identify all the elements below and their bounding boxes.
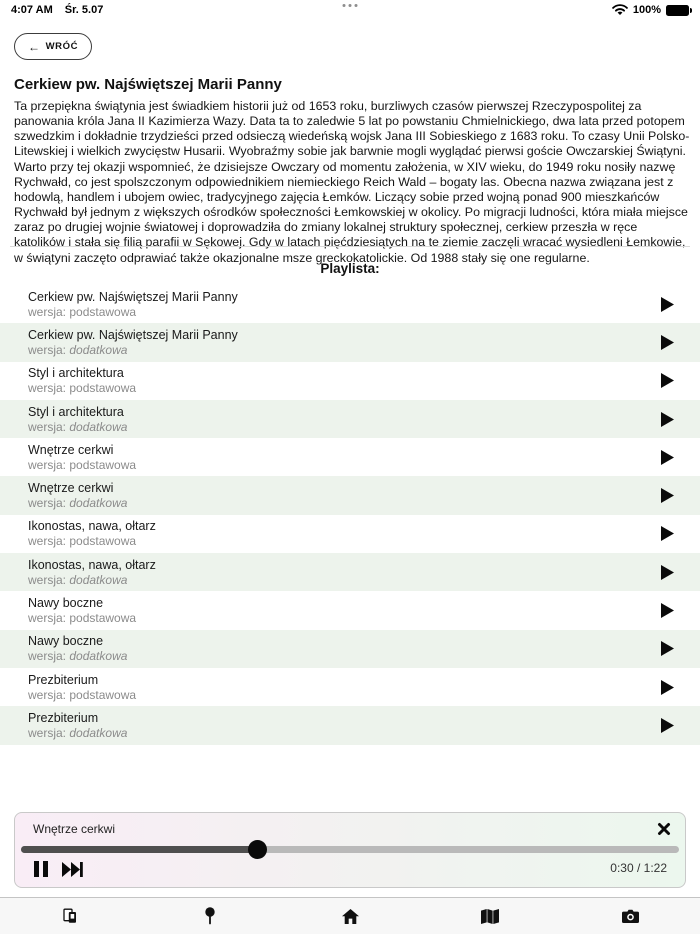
track-version-label: wersja:: [28, 572, 67, 587]
play-icon: [661, 297, 674, 312]
divider: [10, 246, 690, 247]
track-version-value: dodatkowa: [69, 725, 128, 740]
back-button-label: WRÓĆ: [45, 41, 79, 52]
audioguide-tab[interactable]: [0, 898, 140, 934]
track-version-label: wersja:: [28, 649, 67, 664]
play-track-button[interactable]: [659, 371, 676, 390]
track-version-value: dodatkowa: [69, 496, 128, 511]
playlist: [0, 285, 700, 745]
track-title: Styl i architektura: [28, 404, 124, 419]
play-track-button[interactable]: [659, 678, 676, 697]
progress-bar[interactable]: [21, 846, 679, 853]
play-icon: [661, 565, 674, 580]
play-icon: [661, 641, 674, 656]
track-version-value: podstawowa: [69, 687, 137, 702]
battery-icon: [666, 5, 689, 16]
close-icon: [657, 822, 671, 836]
play-track-button[interactable]: [659, 410, 676, 429]
playlist-item[interactable]: [0, 630, 700, 668]
track-version-value: podstawowa: [69, 381, 137, 396]
play-track-button[interactable]: [659, 295, 676, 314]
map-tab[interactable]: [420, 898, 560, 934]
page-title: Cerkiew pw. Najświętszej Marii Panny: [14, 76, 282, 93]
camera-icon: [622, 909, 639, 923]
track-version-label: wersja:: [28, 381, 67, 396]
playlist-item[interactable]: [0, 668, 700, 706]
play-icon: [661, 412, 674, 427]
audioguide-icon: [62, 908, 78, 924]
track-title: Cerkiew pw. Najświętszej Marii Panny: [28, 289, 238, 304]
battery-percent: 100%: [632, 4, 661, 16]
track-version-value: dodatkowa: [69, 649, 128, 664]
track-version-label: wersja:: [28, 496, 67, 511]
playlist-item[interactable]: [0, 706, 700, 744]
progress-fill: [21, 846, 258, 853]
track-version-value: dodatkowa: [69, 572, 128, 587]
clock-date: Śr. 5.07: [64, 4, 104, 16]
player-track-title: Wnętrze cerkwi: [33, 822, 116, 836]
camera-tab[interactable]: [560, 898, 700, 934]
play-icon: [661, 718, 674, 733]
skip-next-icon: [62, 862, 83, 877]
play-icon: [661, 373, 674, 388]
track-version-label: wersja:: [28, 419, 67, 434]
wifi-icon: [612, 4, 628, 16]
track-version-label: wersja:: [28, 611, 67, 626]
playlist-item[interactable]: [0, 515, 700, 553]
close-player-button[interactable]: [655, 820, 673, 838]
track-title: Ikonostas, nawa, ołtarz: [28, 557, 156, 572]
play-track-button[interactable]: [659, 486, 676, 505]
track-title: Wnętrze cerkwi: [28, 481, 114, 496]
track-version-label: wersja:: [28, 687, 67, 702]
track-title: Prezbiterium: [28, 710, 99, 725]
playlist-heading: Playlista:: [320, 261, 380, 276]
home-icon: [342, 909, 359, 924]
play-icon: [661, 450, 674, 465]
playlist-item[interactable]: [0, 438, 700, 476]
track-title: Nawy boczne: [28, 596, 104, 611]
track-version-value: podstawowa: [69, 304, 137, 319]
pause-icon: [33, 861, 49, 877]
progress-thumb[interactable]: [248, 840, 267, 859]
play-track-button[interactable]: [659, 448, 676, 467]
play-track-button[interactable]: [659, 601, 676, 620]
track-version-value: dodatkowa: [69, 342, 128, 357]
playlist-item[interactable]: [0, 476, 700, 514]
track-version-label: wersja:: [28, 457, 67, 472]
play-track-button[interactable]: [659, 524, 676, 543]
track-title: Nawy boczne: [28, 634, 104, 649]
track-version-value: dodatkowa: [69, 419, 128, 434]
description-text: Ta przepiękna świątynia jest świadkiem historii już od 1653 roku, burzliwych czasów pierwszej Rzeczypospolitej za panowania króla Jana II Kazimierza Wazy. Data ta to zaledwie 5 lat po powstaniu Chmielnickiego, dwa lata przed potopem szwedzkim i dokładnie trzydzieści przed odsieczą wiedeńską wojsk Jana III Sobieskiego z 1683 roku. To czasy Unii Polsko-Litewskiej i wielkich zwycięstw Husarii. Wyobraźmy sobie jak barwnie mogli wyglądać pierwsi goście Owczarskiej Świątyni. Warto przy tej okazji wspomnieć, że dzisiejsze Owczary od momentu założenia, w XIV wieku, do 1949 roku nosiły nazwę Rychwałd, co jest spolszczonym odpowiednikiem niemieckiego Reich Wald – bogaty las. Obecna nazwa związana jest z hodowlą, handlem i ubojem owiec, tradycyjnego zajęcia Łemków. Liczący sobie przed wojną ponad 900 mieszkańców Rychwałd był jednym z większych ośrodków społeczności Łemkowskiej w okolicy. Po migracji ludności, która miała miejsce zaraz po drugiej wojnie światowej i doprowadziła do zmiany lokalnej struktury społecznej, cerkiew przeszła w ręce katolików i stała się filią parafii w Sękowej. Gdy w latach pięćdziesiątych na te ziemie zaczęli wracać wysiedleni Łemkowie, w świątyni zaczęto odprawiać także okazjonalne msze greckokatolickie. Od 1988 stały się one regularne.: [14, 99, 690, 265]
track-version-label: wersja:: [28, 342, 67, 357]
track-version-label: wersja:: [28, 534, 67, 549]
play-track-button[interactable]: [659, 333, 676, 352]
track-title: Styl i architektura: [28, 366, 124, 381]
track-version-value: podstawowa: [69, 611, 137, 626]
audio-player: [14, 812, 686, 888]
track-title: Prezbiterium: [28, 672, 99, 687]
play-icon: [661, 680, 674, 695]
play-icon: [661, 488, 674, 503]
skip-next-button[interactable]: [62, 862, 83, 877]
play-icon: [661, 335, 674, 350]
track-title: Ikonostas, nawa, ołtarz: [28, 519, 156, 534]
play-track-button[interactable]: [659, 716, 676, 735]
home-tab[interactable]: [280, 898, 420, 934]
play-icon: [661, 603, 674, 618]
status-bar: [0, 0, 700, 20]
track-title: Cerkiew pw. Najświętszej Marii Panny: [28, 327, 238, 342]
track-title: Wnętrze cerkwi: [28, 442, 114, 457]
playlist-item[interactable]: [0, 553, 700, 591]
nearby-tab[interactable]: [140, 898, 280, 934]
play-track-button[interactable]: [659, 563, 676, 582]
track-version-label: wersja:: [28, 725, 67, 740]
track-version-value: podstawowa: [69, 534, 137, 549]
ellipsis-dots-icon: [343, 4, 358, 7]
playlist-item[interactable]: [0, 591, 700, 629]
back-button[interactable]: [14, 33, 92, 60]
track-version-value: podstawowa: [69, 457, 137, 472]
playlist-item[interactable]: [0, 323, 700, 361]
location-pin-icon: [204, 907, 216, 925]
bottom-toolbar: [0, 897, 700, 934]
back-arrow-icon: ←: [28, 39, 41, 54]
clock-time: 4:07 AM: [11, 4, 53, 16]
play-track-button[interactable]: [659, 639, 676, 658]
play-icon: [661, 526, 674, 541]
map-icon: [481, 909, 499, 924]
playlist-item[interactable]: [0, 285, 700, 323]
playlist-item[interactable]: [0, 400, 700, 438]
pause-button[interactable]: [33, 861, 49, 877]
player-time-display: 0:30 / 1:22: [610, 861, 667, 875]
playlist-item[interactable]: [0, 362, 700, 400]
track-version-label: wersja:: [28, 304, 67, 319]
